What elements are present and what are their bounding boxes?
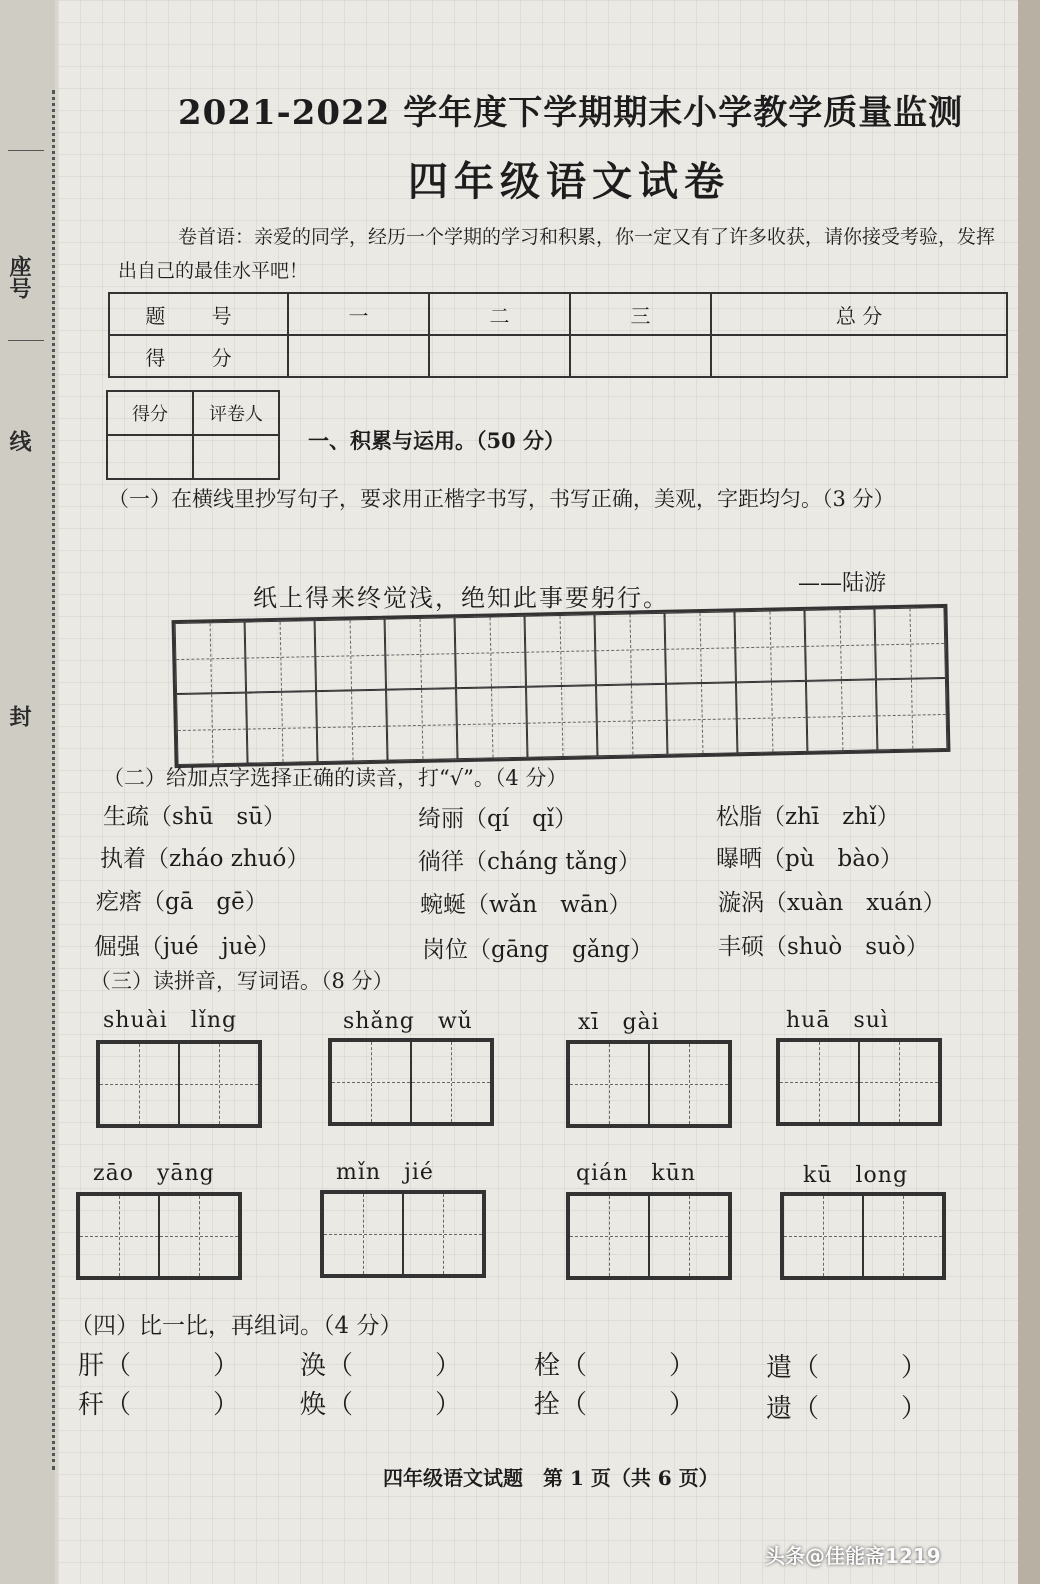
copy-sentence: 纸上得来终觉浅，绝知此事要躬行。 <box>253 584 669 612</box>
preface: 卷首语：亲爱的同学，经历一个学期的学习和积累，你一定又有了许多收获，请你接受考验，发挥出自己的最佳水平吧！ <box>118 226 996 282</box>
cut-line <box>52 90 55 1470</box>
writing-box[interactable] <box>776 1038 942 1126</box>
grid-cell[interactable] <box>316 690 387 762</box>
binding-margin <box>0 0 55 1584</box>
sentence-author: ——陆游 <box>798 571 887 596</box>
exam-title: 2021-2022 学年度下学期期末小学教学质量监测 <box>178 93 964 133</box>
writing-box[interactable] <box>328 1038 494 1126</box>
watermark: 头条@佳能斋1219 <box>765 1544 941 1568</box>
col-header-1: 一 <box>288 293 429 335</box>
grid-cell[interactable] <box>664 611 735 683</box>
pronunciation-item[interactable]: 绮丽（qí qǐ） <box>418 806 578 832</box>
row-label-number: 题 号 <box>109 293 288 335</box>
pinyin-label: qián kūn <box>576 1161 697 1186</box>
grid-cell[interactable] <box>736 681 807 753</box>
row-label-score: 得 分 <box>109 335 288 377</box>
grid-cell[interactable] <box>526 685 597 757</box>
grid-cell[interactable] <box>666 682 737 754</box>
writing-box[interactable] <box>566 1192 732 1280</box>
pronunciation-item[interactable]: 生疏（shū sū） <box>103 804 287 830</box>
pronunciation-item[interactable]: 疙瘩（gā gē） <box>96 889 268 915</box>
pinyin-label: shuài lǐng <box>103 1008 238 1033</box>
question-1-prompt: （一）在横线里抄写句子，要求用正楷字书写，书写正确，美观，字距均匀。（3 分） <box>108 487 895 511</box>
score-cell[interactable] <box>711 335 1007 377</box>
grid-cell[interactable] <box>734 610 805 682</box>
grid-cell[interactable] <box>595 613 666 685</box>
compare-item[interactable]: 焕（ ） <box>300 1390 463 1420</box>
writing-box[interactable] <box>96 1040 262 1128</box>
exam-subtitle: 四年级语文试卷 <box>408 158 730 205</box>
compare-item[interactable]: 拴（ ） <box>534 1390 697 1420</box>
pinyin-label: xī gài <box>578 1010 660 1035</box>
grid-cell[interactable] <box>455 616 526 688</box>
grid-cell[interactable] <box>385 617 456 689</box>
pronunciation-item[interactable]: 徜徉（cháng tǎng） <box>418 849 641 875</box>
grid-cell[interactable] <box>245 620 316 692</box>
grid-cell[interactable] <box>175 622 246 694</box>
col-header-2: 二 <box>429 293 570 335</box>
grid-cell[interactable] <box>876 678 947 750</box>
writing-grid[interactable] <box>172 604 951 768</box>
pronunciation-item[interactable]: 岗位（gāng gǎng） <box>422 937 653 963</box>
writing-box[interactable] <box>320 1190 486 1278</box>
compare-item[interactable]: 涣（ ） <box>300 1351 463 1381</box>
question-3-prompt: （三）读拼音，写词语。（8 分） <box>90 969 394 993</box>
table-row <box>109 335 1007 377</box>
compare-item[interactable]: 遣（ ） <box>766 1353 929 1383</box>
compare-item[interactable]: 秆（ ） <box>78 1390 241 1420</box>
score-cell[interactable] <box>288 335 429 377</box>
grader-score-cell[interactable] <box>107 435 193 479</box>
seat-underline-2 <box>8 340 44 341</box>
grid-cell[interactable] <box>804 608 875 680</box>
pinyin-label: shǎng wǔ <box>343 1009 473 1034</box>
pronunciation-item[interactable]: 松脂（zhī zhǐ） <box>716 804 900 830</box>
grid-cell[interactable] <box>315 619 386 691</box>
grader-name-cell[interactable] <box>193 435 279 479</box>
grader-score-label: 得分 <box>107 391 193 435</box>
pronunciation-item[interactable]: 执着（zháo zhuó） <box>100 846 310 872</box>
pronunciation-item[interactable]: 倔强（jué juè） <box>94 934 281 960</box>
line-label: 线 <box>6 430 32 452</box>
compare-item[interactable]: 肝（ ） <box>78 1351 241 1381</box>
col-header-total: 总 分 <box>711 293 1007 335</box>
page-footer: 四年级语文试题 第 1 页（共 6 页） <box>383 1466 719 1490</box>
seat-label: 座号 <box>6 255 32 299</box>
writing-box[interactable] <box>566 1040 732 1128</box>
pronunciation-item[interactable]: 曝晒（pù bào） <box>716 846 903 872</box>
section-title: 一、积累与运用。（50 分） <box>308 428 566 453</box>
page-edge <box>1018 0 1040 1584</box>
grid-cell[interactable] <box>596 684 667 756</box>
exam-page <box>58 0 1018 1584</box>
writing-box[interactable] <box>780 1192 946 1280</box>
score-table <box>108 292 1008 378</box>
pinyin-label: huā suì <box>786 1008 889 1033</box>
pinyin-label: mǐn jié <box>336 1160 434 1185</box>
grid-cell[interactable] <box>176 693 247 765</box>
pronunciation-item[interactable]: 丰硕（shuò suò） <box>718 934 929 960</box>
seal-label: 封 <box>6 705 32 727</box>
pinyin-label: zāo yāng <box>93 1161 215 1186</box>
grader-box <box>106 390 280 480</box>
table-row <box>109 293 1007 335</box>
question-2-prompt: （二）给加点字选择正确的读音，打“√”。（4 分） <box>103 766 568 790</box>
grid-cell[interactable] <box>246 691 317 763</box>
pinyin-label: kū long <box>803 1163 909 1188</box>
writing-box[interactable] <box>76 1192 242 1280</box>
pronunciation-item[interactable]: 蜿蜒（wǎn wān） <box>420 892 632 918</box>
question-4-prompt: （四）比一比，再组词。（4 分） <box>70 1313 403 1339</box>
grid-cell[interactable] <box>386 688 457 760</box>
compare-item[interactable]: 遗（ ） <box>766 1394 929 1424</box>
grid-cell[interactable] <box>806 679 877 751</box>
grid-cell[interactable] <box>874 607 945 679</box>
pronunciation-item[interactable]: 漩涡（xuàn xuán） <box>718 890 946 916</box>
score-cell[interactable] <box>429 335 570 377</box>
compare-item[interactable]: 栓（ ） <box>534 1351 697 1381</box>
seat-underline <box>8 150 44 151</box>
col-header-3: 三 <box>570 293 711 335</box>
grader-name-label: 评卷人 <box>193 391 279 435</box>
score-cell[interactable] <box>570 335 711 377</box>
grid-cell[interactable] <box>456 687 527 759</box>
grid-cell[interactable] <box>525 614 596 686</box>
